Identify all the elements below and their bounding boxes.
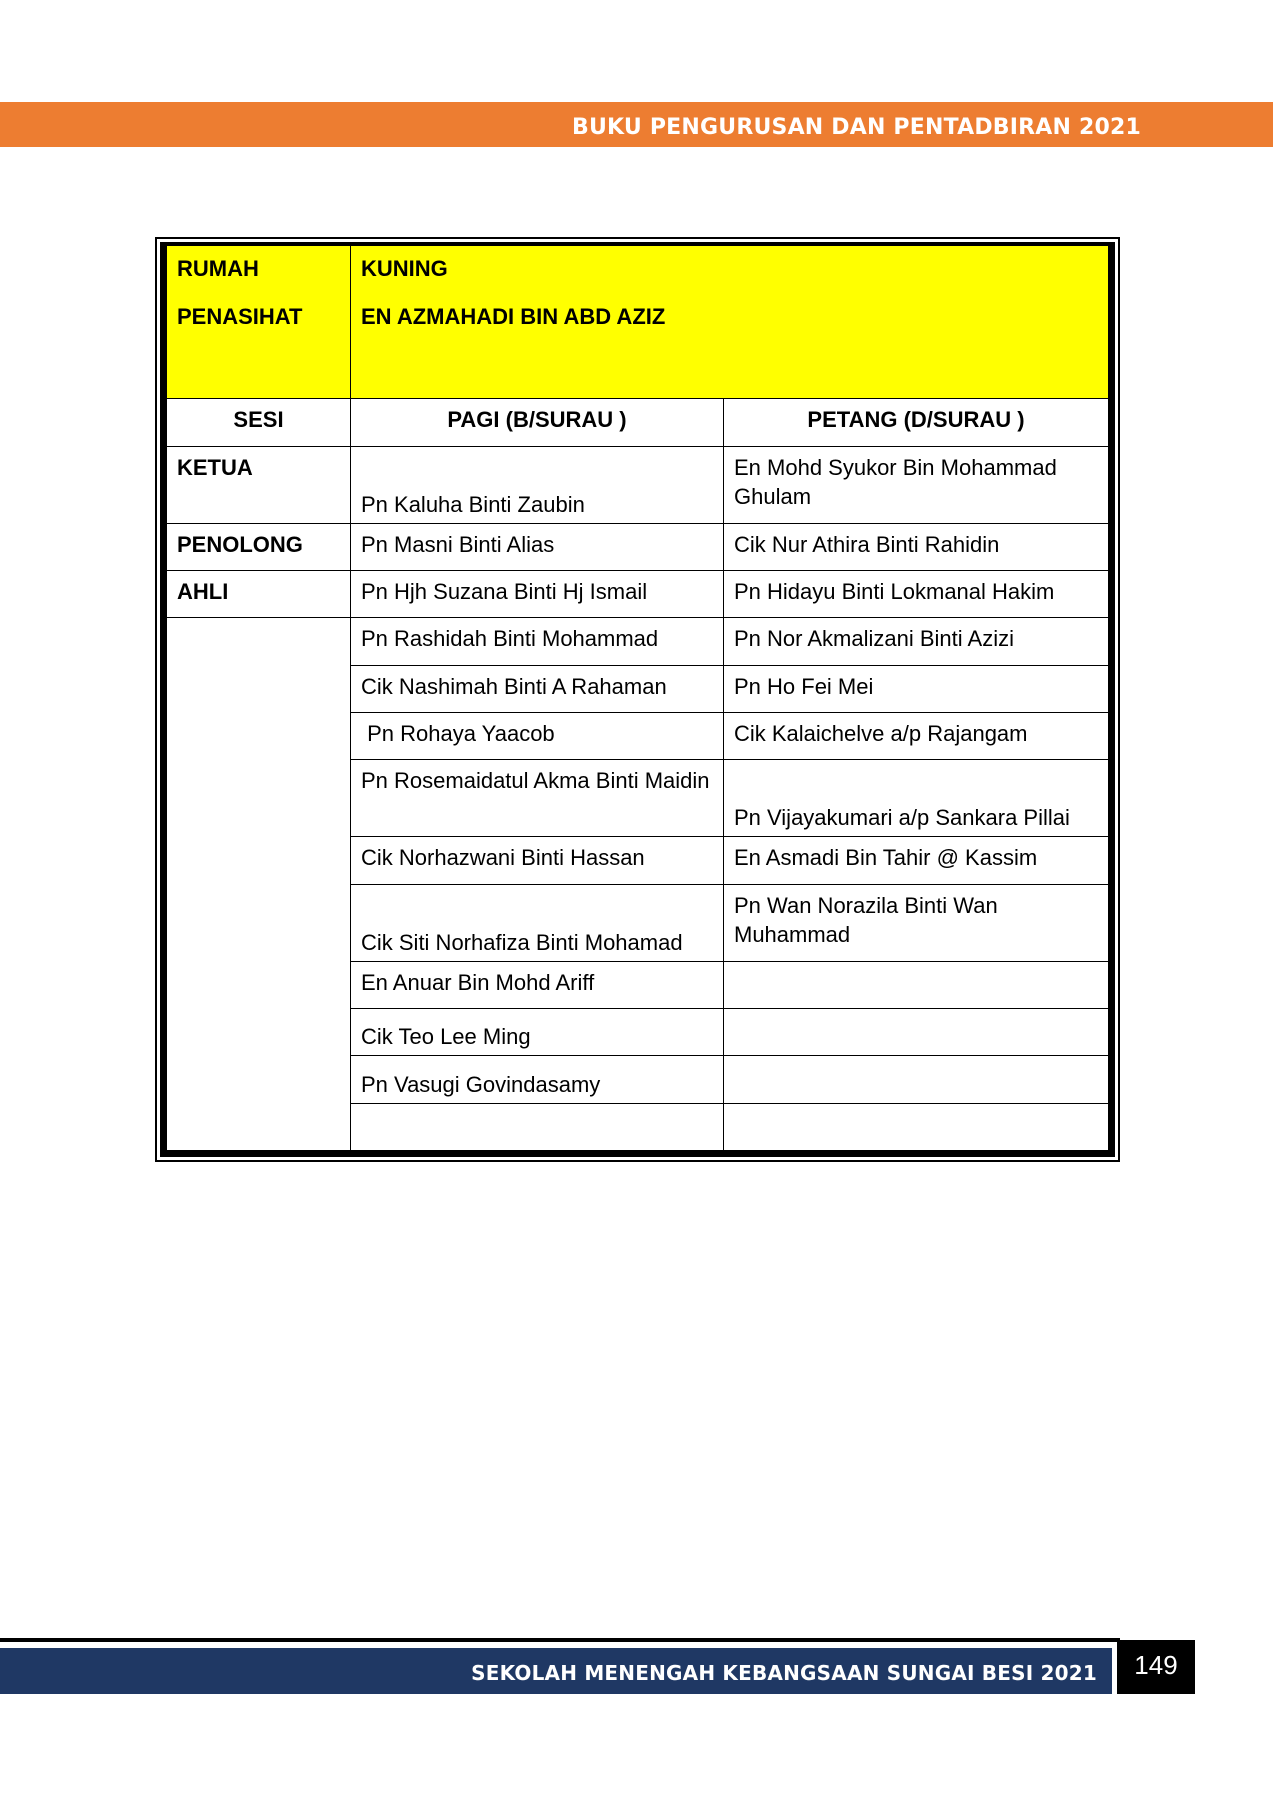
role-cell: KETUA bbox=[167, 446, 351, 523]
header-row bbox=[167, 246, 1109, 399]
rumah-label: RUMAH bbox=[177, 256, 259, 281]
penasihat-label: PENASIHAT bbox=[177, 304, 303, 329]
petang-cell: En Asmadi Bin Tahir @ Kassim bbox=[724, 837, 1109, 884]
pagi-cell: Pn Rohaya Yaacob bbox=[351, 712, 724, 759]
committee-table bbox=[166, 245, 1109, 1151]
rumah-value: KUNING bbox=[361, 256, 448, 281]
petang-cell: En Mohd Syukor Bin Mohammad Ghulam bbox=[724, 446, 1109, 523]
pagi-cell: Pn Kaluha Binti Zaubin bbox=[351, 446, 724, 523]
document-title: BUKU PENGURUSAN DAN PENTADBIRAN 2021 bbox=[572, 115, 1141, 140]
column-header-pagi: PAGI (B/SURAU ) bbox=[351, 399, 724, 446]
table-row bbox=[167, 523, 1109, 570]
table-row bbox=[167, 446, 1109, 523]
pagi-cell: Pn Rashidah Binti Mohammad bbox=[351, 618, 724, 665]
petang-cell: Pn Nor Akmalizani Binti Azizi bbox=[724, 618, 1109, 665]
pagi-cell: Pn Rosemaidatul Akma Binti Maidin bbox=[351, 760, 724, 837]
petang-cell bbox=[724, 1008, 1109, 1055]
committee-table-frame bbox=[155, 237, 1120, 1162]
footer-title: SEKOLAH MENENGAH KEBANGSAAN SUNGAI BESI 2021 bbox=[471, 1661, 1097, 1685]
column-header-petang: PETANG (D/SURAU ) bbox=[724, 399, 1109, 446]
column-header-row bbox=[167, 399, 1109, 446]
petang-cell bbox=[724, 1056, 1109, 1103]
pagi-cell: Cik Nashimah Binti A Rahaman bbox=[351, 665, 724, 712]
pagi-cell: En Anuar Bin Mohd Ariff bbox=[351, 961, 724, 1008]
petang-cell bbox=[724, 1103, 1109, 1150]
role-cell: PENOLONG bbox=[167, 523, 351, 570]
petang-cell: Pn Ho Fei Mei bbox=[724, 665, 1109, 712]
petang-cell: Cik Kalaichelve a/p Rajangam bbox=[724, 712, 1109, 759]
column-header-sesi: SESI bbox=[167, 399, 351, 446]
header-values bbox=[351, 246, 1109, 399]
role-cell: AHLI bbox=[167, 570, 351, 617]
pagi-cell: Pn Vasugi Govindasamy bbox=[351, 1056, 724, 1103]
petang-cell: Pn Hidayu Binti Lokmanal Hakim bbox=[724, 570, 1109, 617]
pagi-cell: Cik Siti Norhafiza Binti Mohamad bbox=[351, 884, 724, 961]
petang-cell bbox=[724, 961, 1109, 1008]
petang-cell: Pn Vijayakumari a/p Sankara Pillai bbox=[724, 760, 1109, 837]
pagi-cell: Pn Hjh Suzana Binti Hj Ismail bbox=[351, 570, 724, 617]
table-row bbox=[167, 570, 1109, 617]
table-row bbox=[167, 618, 1109, 665]
petang-cell: Pn Wan Norazila Binti Wan Muhammad bbox=[724, 884, 1109, 961]
pagi-cell: Cik Teo Lee Ming bbox=[351, 1008, 724, 1055]
petang-cell: Cik Nur Athira Binti Rahidin bbox=[724, 523, 1109, 570]
pagi-cell: Cik Norhazwani Binti Hassan bbox=[351, 837, 724, 884]
header-labels bbox=[167, 246, 351, 399]
page-number: 149 bbox=[1117, 1640, 1195, 1694]
pagi-cell bbox=[351, 1103, 724, 1150]
penasihat-value: EN AZMAHADI BIN ABD AZIZ bbox=[361, 304, 666, 329]
role-cell-empty bbox=[167, 618, 351, 1151]
footer-rule bbox=[0, 1638, 1120, 1642]
pagi-cell: Pn Masni Binti Alias bbox=[351, 523, 724, 570]
